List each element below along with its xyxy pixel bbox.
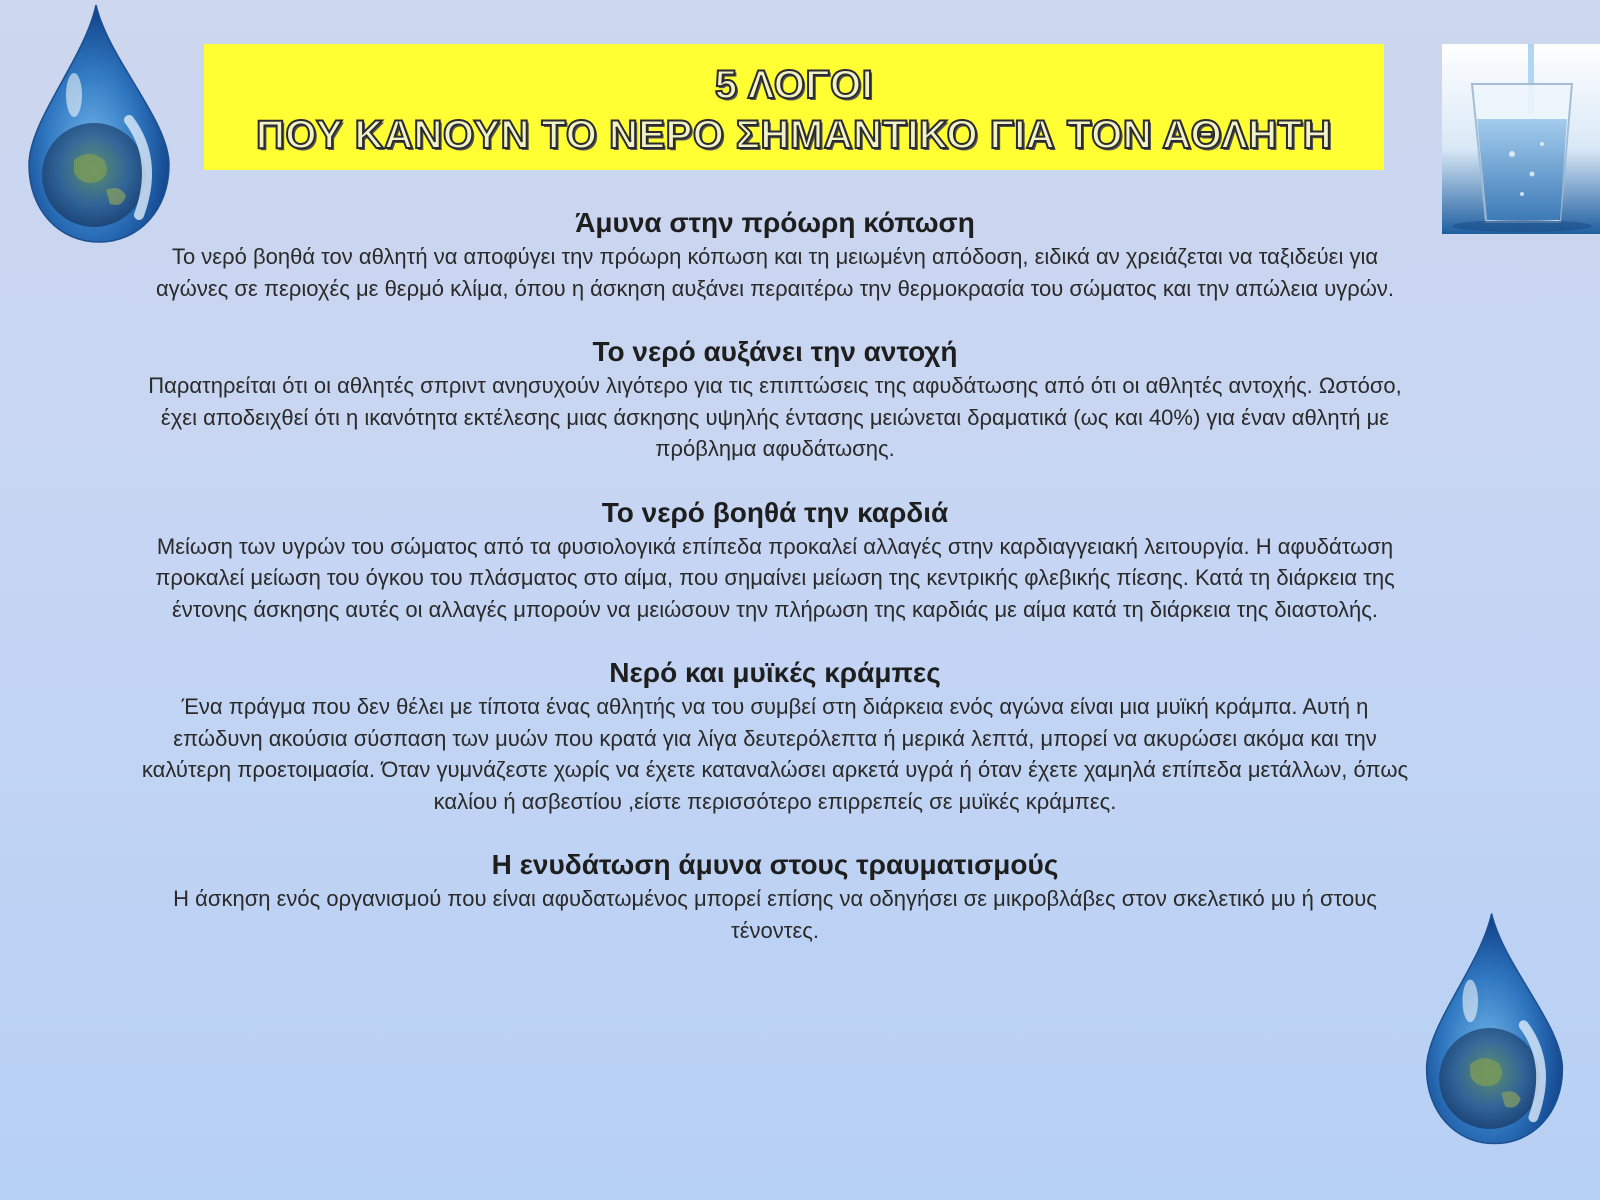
title-line-1: 5 ΛΟΓΟΙ	[714, 63, 874, 107]
section-body: Το νερό βοηθά τον αθλητή να αποφύγει την πρόωρη κόπωση και τη μειωμένη απόδοση, ειδικά αν χρειάζεται να ταξιδεύει για αγώνες σε περιοχές με θερμό κλίμα, όπου η άσκηση αυξάνει περαιτέρω την θερμοκρασία του σώματος και την απώλεια υγρών.	[155, 244, 1395, 301]
section-heading: Το νερό βοηθά την καρδιά	[601, 496, 949, 528]
section-endurance	[130, 334, 1420, 465]
section-cramps	[130, 655, 1420, 817]
section-body: Παρατηρείται ότι οι αθλητές σπριντ ανησυχούν λιγότερο για τις επιπτώσεις της αφυδάτωσης από ότι οι αθλητές αντοχής. Ωστόσο, έχει αποδειχθεί ότι η ικανότητα εκτέλεσης μιας άσκησης υψηλής έντασης μειώνεται δραματικά (ως και 40%) για έναν αθλητή με πρόβλημα αφυδάτωσης.	[148, 373, 1402, 461]
section-body: Μείωση των υγρών του σώματος από τα φυσιολογικά επίπεδα προκαλεί αλλαγές στην καρδιαγγειακή λειτουργία. Η αφυδάτωση προκαλεί μείωση του όγκου του πλάσματος στο αίμα, που σημαίνει μείωση της κεντρικής φλεβικής πίεσης. Κατά τη διάρκεια της έντονης άσκησης αυτές οι αλλαγές μπορούν να μειώσουν την πλήρωση της καρδιάς με αίμα κατά τη διάρκεια της διαστολής.	[155, 533, 1395, 622]
section-injuries	[130, 847, 1420, 946]
title-line-2: ΠΟΥ ΚΑΝΟΥΝ ΤΟ ΝΕΡΟ ΣΗΜΑΝΤΙΚΟ ΓΙΑ ΤΟΝ ΑΘΛΗΤΗ	[256, 113, 1332, 157]
title-banner	[204, 44, 1384, 170]
section-heart	[130, 495, 1420, 626]
water-glass-icon	[1442, 44, 1600, 234]
section-heading: Το νερό αυξάνει την αντοχή	[592, 336, 958, 367]
section-heading: Νερό και μυϊκές κράμπες	[609, 657, 941, 688]
water-drop-earth-icon	[1412, 905, 1577, 1155]
section-early-fatigue	[130, 205, 1420, 304]
section-body: Ένα πράγμα που δεν θέλει με τίποτα ένας αθλητής να του συμβεί στη διάρκεια ενός αγώνα είναι μια μυϊκή κράμπα. Αυτή η επώδυνη ακούσια σύσπαση των μυών που κρατά για λίγα δευτερόλεπτα ή μερικά λεπτά, μπορεί να ακυρώσει ακόμα και την καλύτερη προετοιμασία. Όταν γυμνάζεστε χωρίς να έχετε καταναλώσει αρκετά υγρά ή όταν έχετε χαμηλά επίπεδα μετάλλων, όπως καλίου ή ασβεστίου ,είστε περισσότερο επιρρεπείς σε μυϊκές κράμπες.	[141, 694, 1409, 814]
section-heading: Η ενυδάτωση άμυνα στους τραυματισμούς	[491, 849, 1059, 880]
content-area	[130, 205, 1420, 976]
section-body: Η άσκηση ενός οργανισμού που είναι αφυδατωμένος μπορεί επίσης να οδηγήσει σε μικροβλάβες στον σκελετικό μυ ή στους τένοντες.	[173, 886, 1377, 943]
section-heading: Άμυνα στην πρόωρη κόπωση	[575, 207, 975, 238]
